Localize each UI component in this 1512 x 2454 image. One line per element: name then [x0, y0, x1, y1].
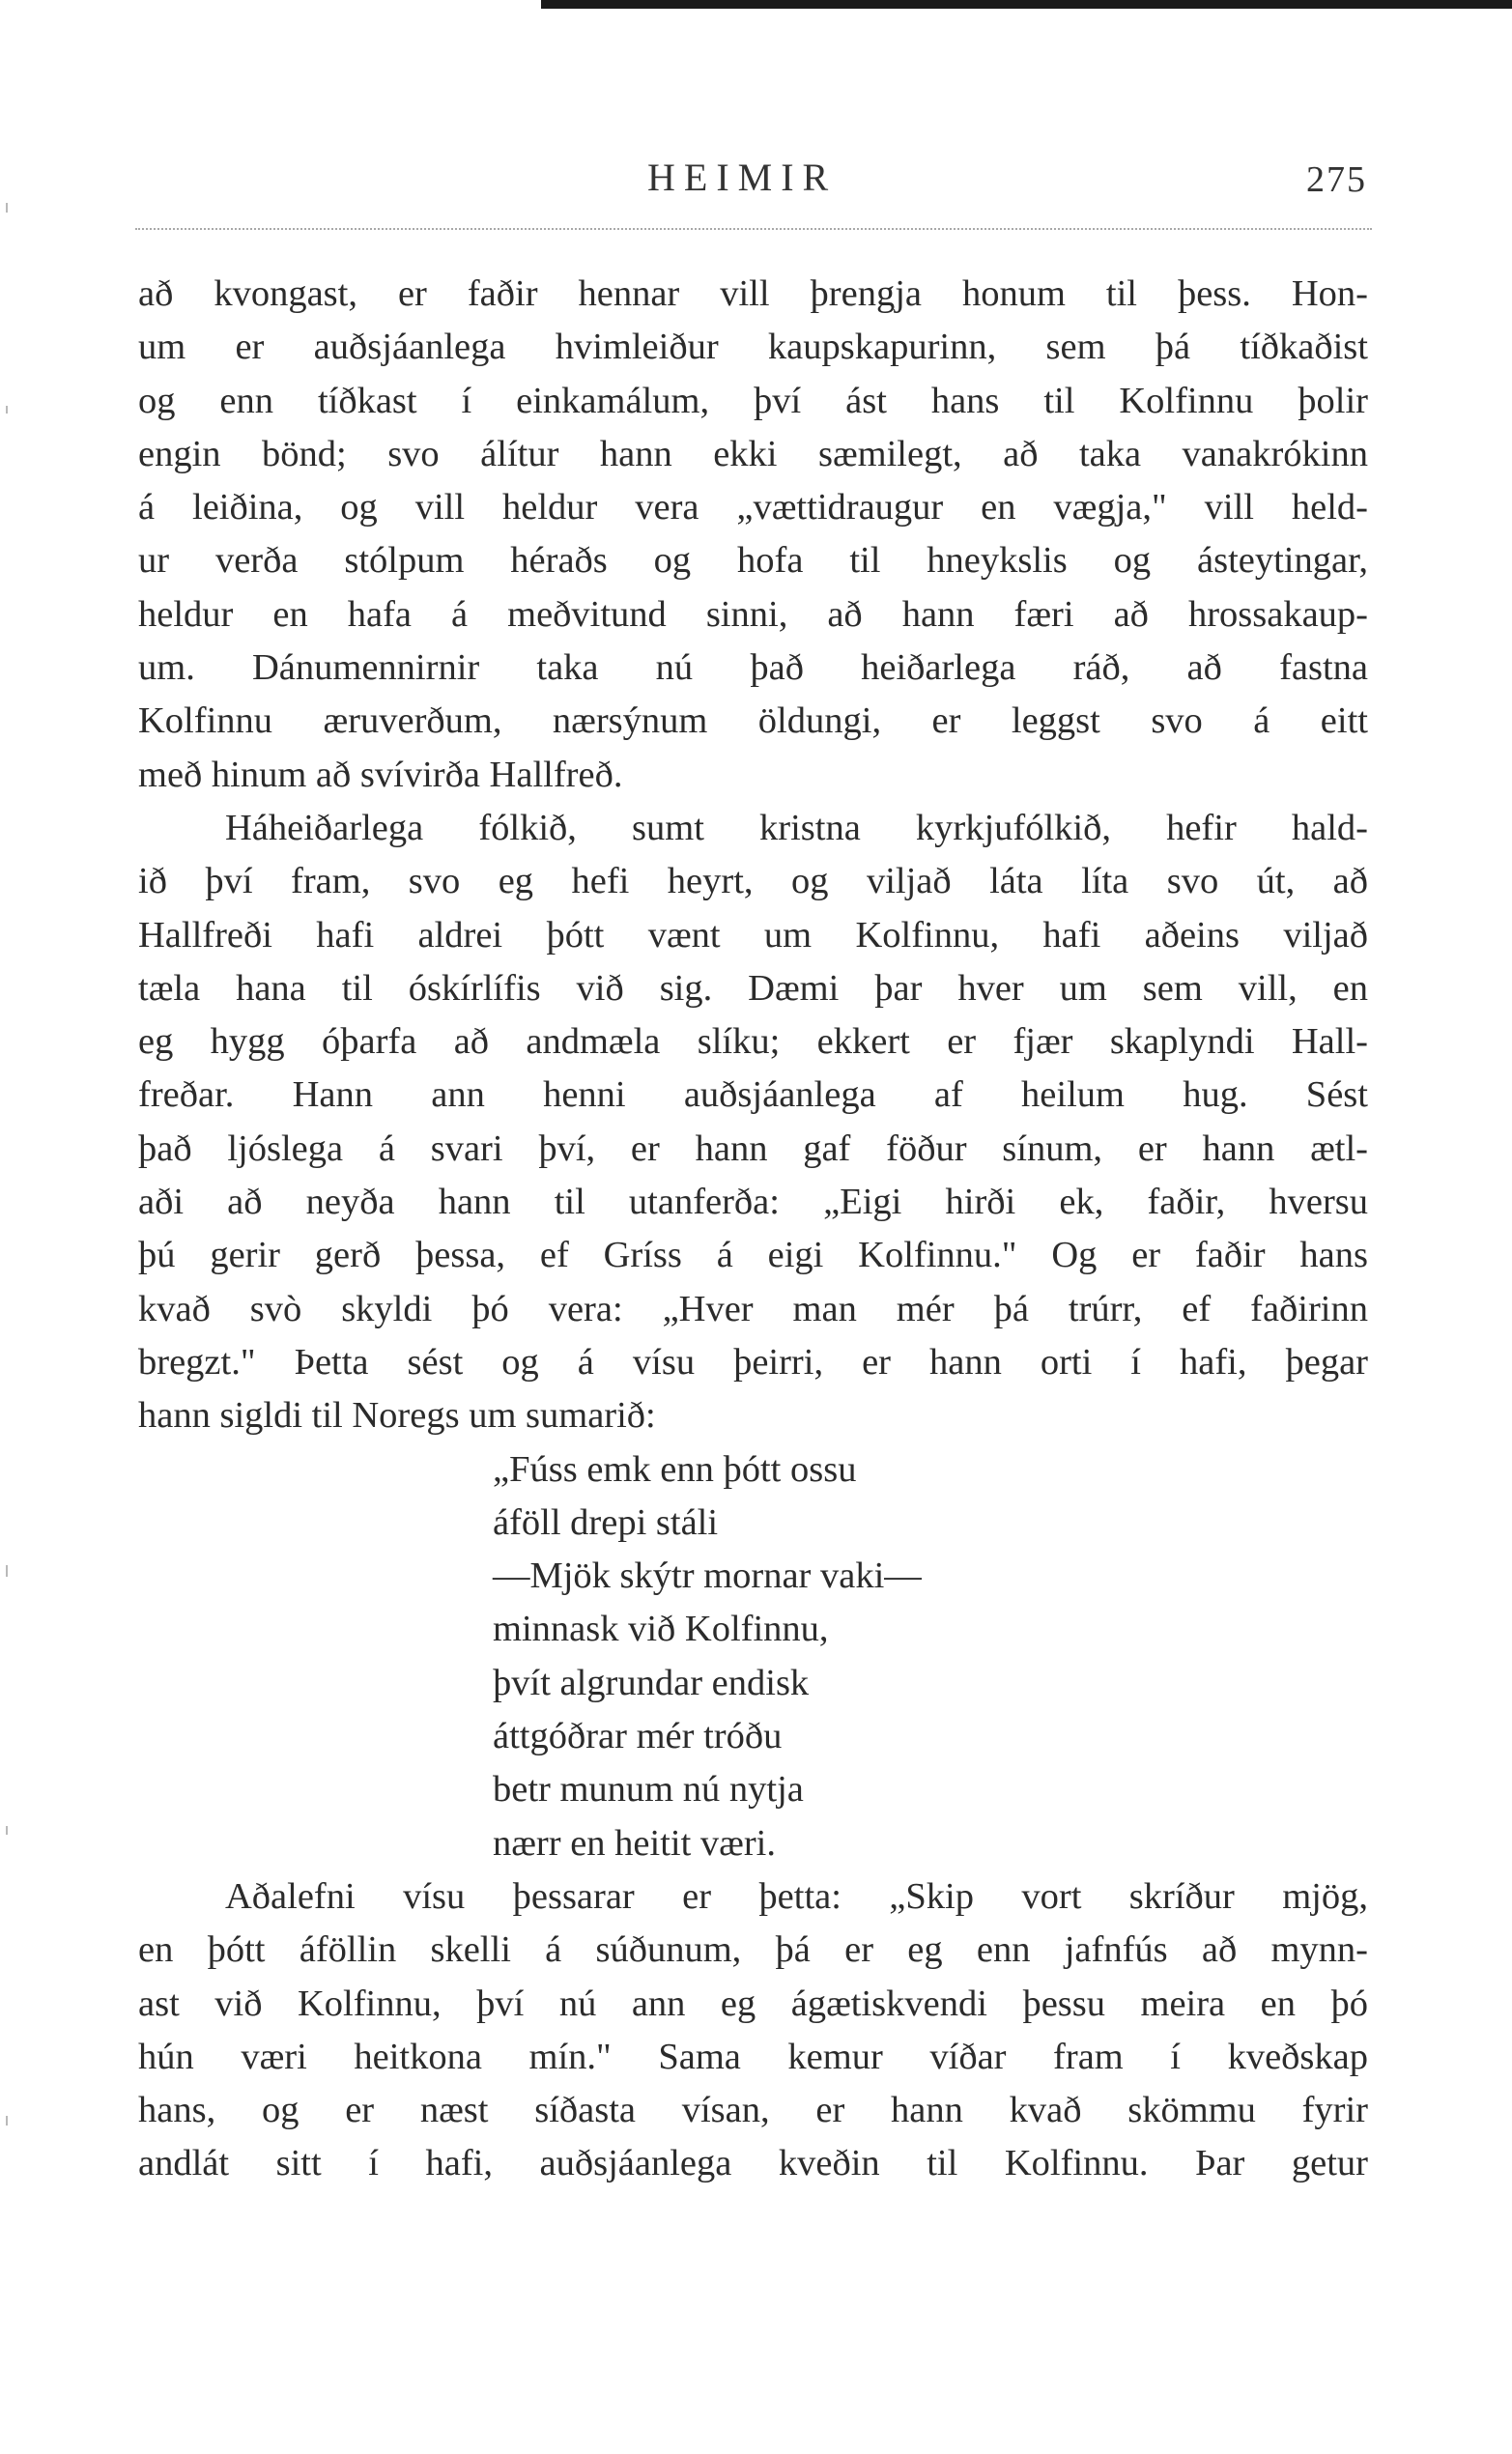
verse-line: áttgóðrar mér tróðu [493, 1716, 783, 1757]
text-line: um. Dánumennirnir taka nú það heiðarlega ráð, að fastna [138, 647, 1368, 689]
paragraph-2 [138, 802, 1368, 1443]
verse-line: áföll drepi stáli [493, 1501, 719, 1543]
scan-top-edge-bar [541, 0, 1512, 9]
text-line: ast við Kolfinnu, því nú ann eg ágætiskvendi þessu meira en þó [138, 1983, 1368, 2024]
text-line: bregzt." Þetta sést og á vísu þeirri, er hann orti í hafi, þegar [138, 1341, 1368, 1383]
text-line: ið því fram, svo eg hefi heyrt, og viljað láta líta svo út, að [138, 861, 1368, 902]
page-number: 275 [1306, 159, 1367, 200]
running-title: HEIMIR [647, 156, 838, 199]
page-body [138, 268, 1368, 2191]
scan-edge-mark [6, 1565, 8, 1577]
text-line: eg hygg óþarfa að andmæla slíku; ekkert er fjær skaplyndi Hall- [138, 1021, 1368, 1063]
verse-line: þvít algrundar endisk [493, 1662, 810, 1703]
text-line: að kvongast, er faðir hennar vill þrengja honum til þess. Hon- [138, 273, 1368, 314]
text-line: ur verða stólpum héraðs og hofa til hneykslis og ásteytingar, [138, 540, 1368, 582]
text-line: tæla hana til óskírlífis við sig. Dæmi þar hver um sem vill, en [138, 967, 1368, 1009]
scan-edge-mark [6, 2116, 8, 2126]
text-line: aði að neyða hann til utanferða: „Eigi hirði ek, faðir, hversu [138, 1182, 1368, 1223]
paragraph-3 [138, 1870, 1368, 2191]
text-line: á leiðina, og vill heldur vera „vættidraugur en vægja," vill held- [138, 487, 1368, 528]
text-line: þú gerir gerð þessa, ef Gríss á eigi Kolfinnu." Og er faðir hans [138, 1235, 1368, 1276]
text-line: hann sigldi til Noregs um sumarið: [138, 1395, 656, 1437]
text-line: heldur en hafa á meðvitund sinni, að hann færi að hrossakaup- [138, 593, 1368, 635]
text-line: Aðalefni vísu þessarar er þetta: „Skip vort skríður mjög, [225, 1875, 1368, 1917]
text-line: en þótt áföllin skelli á súðunum, þá er eg enn jafnfús að mynn- [138, 1929, 1368, 1971]
text-line: Kolfinnu æruverðum, nærsýnum öldungi, er leggst svo á eitt [138, 700, 1368, 742]
page-header [140, 155, 1367, 213]
text-line: engin bönd; svo álítur hann ekki sæmilegt, að taka vanakrókinn [138, 433, 1368, 474]
scan-edge-mark [6, 1826, 8, 1835]
verse-line: —Mjök skýtr mornar vaki— [493, 1555, 922, 1597]
text-line: Háheiðarlega fólkið, sumt kristna kyrkjufólkið, hefir hald- [225, 807, 1368, 848]
verse-line: nærr en heitit væri. [493, 1822, 776, 1864]
scan-edge-mark [6, 406, 8, 414]
text-line: hún væri heitkona mín." Sama kemur víðar fram í kveðskap [138, 2036, 1368, 2077]
scan-edge-mark [6, 203, 8, 213]
verse-line: betr munum nú nytja [493, 1769, 804, 1811]
text-line: andlát sitt í hafi, auðsjáanlega kveðin til Kolfinnu. Þar getur [138, 2143, 1368, 2184]
text-line: Hallfreði hafi aldrei þótt vænt um Kolfinnu, hafi aðeins viljað [138, 914, 1368, 956]
header-rule [135, 228, 1372, 230]
verse-line: „Fúss emk enn þótt ossu [493, 1448, 857, 1490]
verse-stanza [138, 1443, 1368, 1870]
text-line: hans, og er næst síðasta vísan, er hann kvað skömmu fyrir [138, 2090, 1368, 2131]
paragraph-1 [138, 268, 1368, 802]
text-line: freðar. Hann ann henni auðsjáanlega af heilum hug. Sést [138, 1074, 1368, 1116]
text-line: kvað svò skyldi þó vera: „Hver man mér þá trúrr, ef faðirinn [138, 1288, 1368, 1329]
text-line: það ljóslega á svari því, er hann gaf föður sínum, er hann ætl- [138, 1127, 1368, 1169]
text-line: og enn tíðkast í einkamálum, því ást hans til Kolfinnu þolir [138, 380, 1368, 421]
text-line: með hinum að svívirða Hallfreð. [138, 754, 623, 795]
text-line: um er auðsjáanlega hvimleiður kaupskapurinn, sem þá tíðkaðist [138, 327, 1368, 368]
verse-line: minnask við Kolfinnu, [493, 1609, 829, 1650]
